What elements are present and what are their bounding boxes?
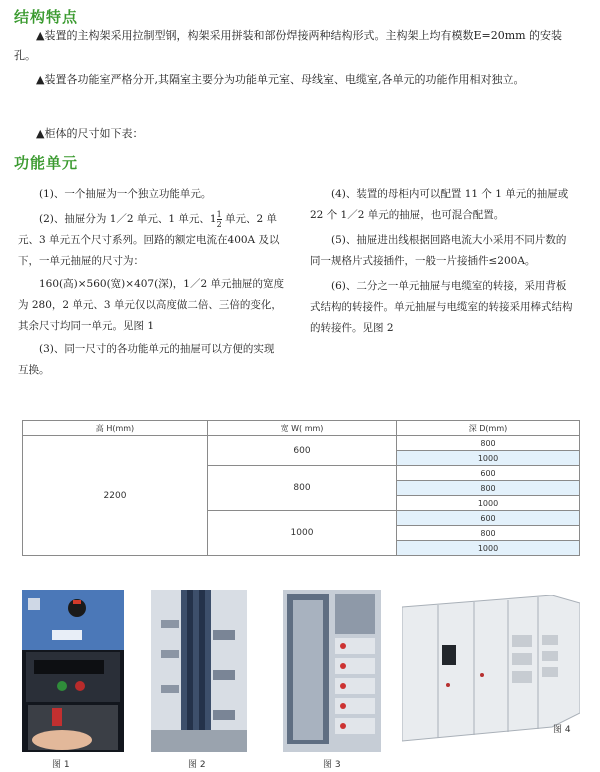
function-unit-right-column — [310, 184, 576, 339]
figure-3-caption: 图 3 — [323, 760, 341, 770]
figure-2-photo — [151, 590, 247, 752]
depth-value: 800 — [397, 436, 580, 451]
depth-value: 600 — [397, 511, 580, 526]
width-value: 600 — [208, 436, 397, 466]
depth-value: 800 — [397, 526, 580, 541]
function-item-4: (4)、装置的母柜内可以配置 11 个 1 单元的抽屉或 22 个 1／2 单元的抽屉，也可混合配置。 — [310, 188, 569, 221]
depth-value: 1000 — [397, 541, 580, 556]
depth-value: 800 — [397, 481, 580, 496]
function-item-1: (1)、一个抽屉为一个独立功能单元。 — [39, 188, 212, 200]
function-item-2-dimensions: 160(高)×560(宽)×407(深)，1／2 单元抽屉的宽度为 280，2 单元、3 单元仅以高度做二倍、三倍的变化，其余尺寸均同一单元。见图 1 — [18, 278, 284, 332]
depth-value: 600 — [397, 466, 580, 481]
header-depth: 深 D(mm) — [397, 421, 580, 436]
section-title-structure: 结构特点 — [14, 8, 79, 26]
cabinet-dimension-table — [22, 420, 580, 556]
function-item-3: (3)、同一尺寸的各功能单元的抽屉可以方便的实现互换。 — [18, 343, 275, 376]
figure-1-caption: 图 1 — [52, 760, 70, 770]
structure-paragraph-3: ▲柜体的尺寸如下表： — [36, 127, 144, 140]
section-title-function-unit: 功能单元 — [14, 154, 79, 172]
function-item-2-text-a: (2)、抽屉分为 1／2 单元、1 单元、1 — [39, 213, 217, 225]
figure-4-caption: 图 4 — [553, 725, 571, 735]
figure-2-caption: 图 2 — [188, 760, 206, 770]
function-item-2 — [18, 209, 284, 272]
figure-3-photo — [283, 590, 381, 752]
header-width: 宽 W( mm) — [208, 421, 397, 436]
function-item-2-text-b: 单元、2 单元、3 单元五个尺寸系列。回路的额定电流在400A 及以下，一单元抽屉的尺寸为： — [18, 213, 280, 267]
backplate-connector-illustration — [151, 590, 247, 752]
width-value: 800 — [208, 466, 397, 511]
header-height: 高 H(mm) — [23, 421, 208, 436]
table-header-row — [23, 421, 580, 436]
drawer-unit-illustration — [22, 590, 124, 752]
function-item-6: (6)、二分之一单元抽屉与电缆室的转接，采用背板式结构的转接件。单元抽屉与电缆室的转接采用棒式结构的转接件。见图 2 — [310, 280, 573, 334]
height-value: 2200 — [23, 436, 208, 556]
function-item-5: (5)、抽屉进出线根据回路电流大小采用不同片数的同一规格片式接插件，一般一片接插件≤200A。 — [310, 234, 567, 267]
depth-value: 1000 — [397, 451, 580, 466]
depth-value: 1000 — [397, 496, 580, 511]
structure-paragraph-1: ▲装置的主构架采用拉制型钢，构架采用拼装和部份焊接两种结构形式。主构架上均有模数E=20mm 的安装孔。 — [14, 29, 563, 62]
fraction-numerator: 1 — [216, 209, 222, 219]
fraction-denominator: 2 — [216, 219, 222, 229]
structure-paragraph-2: ▲装置各功能室严格分开,其隔室主要分为功能单元室、母线室、电缆室,各单元的功能作用相对独立。 — [36, 73, 525, 86]
width-value: 1000 — [208, 511, 397, 556]
cabinet-interior-illustration — [283, 590, 381, 752]
table-row — [23, 436, 580, 451]
figure-1-photo — [22, 590, 124, 752]
function-unit-left-column — [18, 184, 284, 381]
